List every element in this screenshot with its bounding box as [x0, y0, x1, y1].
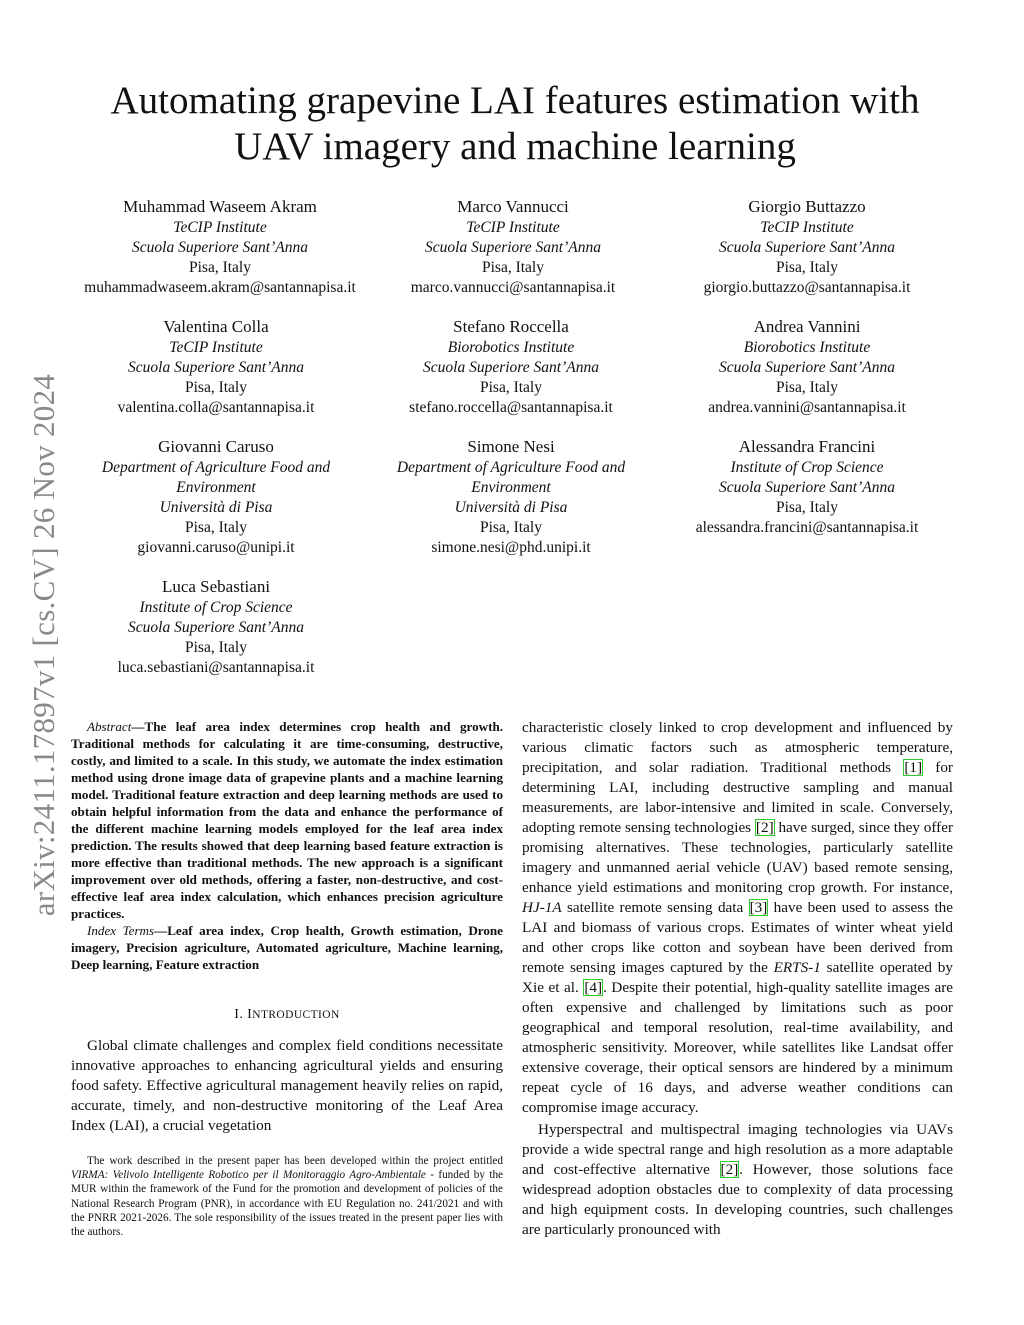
author-name: Alessandra Francini — [738, 437, 876, 456]
author-email[interactable]: valentina.colla@santannapisa.it — [117, 399, 315, 416]
text-run: . Despite their potential, high-quality satellite images are often expensive and challenged by limitations such as poor geographical and temporal resolution, real-time availability, and atmospheric sensitivity. Moreover, while satellites like Landsat offer extensive coverage, their optical sensors are hindered by a minimum repeat cycle of 16 days, and adverse weather conditions can compromise image accuracy. — [522, 979, 953, 1116]
body-paragraph: Global climate challenges and complex field conditions necessitate innovative approaches to enhancing agricultural yields and ensuring food safety. Effective agricultural management heavily relies on rapid, accurate, timely, and non-destructive monitoring of the Leaf Area Index (LAI), a crucial vegetation — [71, 1037, 503, 1134]
author-institution: Scuola Superiore Sant’Anna — [719, 239, 895, 256]
abstract-text: —The leaf area index determines crop health and growth. Traditional methods for calculating it are time-consuming, destructive, costly, and limited to a scale. In this study, we automate the index estimation method using drone image data of grapevine plants and a machine learning model. Traditional feature extraction and deep learning methods are used to obtain helpful information from the data and enhance the performance of the different machine learning models employed for the leaf area index prediction. The results showed that deep learning based feature extraction is more effective than traditional methods. The new approach is a significant improvement over old methods, offering a faster, non-destructive, and cost-effective leaf area index calculation, which enhances precision agriculture practices. — [71, 719, 503, 921]
text-run: satellite remote sensing data — [561, 899, 749, 916]
body-paragraph — [522, 1120, 953, 1240]
citation-link[interactable]: [1] — [904, 759, 923, 776]
abstract — [71, 718, 503, 973]
author-email[interactable]: muhammadwaseem.akram@santannapisa.it — [84, 279, 356, 296]
author-affiliation: Biorobotics Institute — [447, 339, 575, 356]
author-location: Pisa, Italy — [185, 519, 247, 536]
index-terms-text: —Leaf area index, Crop health, Growth estimation, Drone imagery, Precision agriculture, Automated agriculture, Machine learning, Deep learning, Feature extraction — [71, 923, 503, 972]
text-run: have surged, since they offer promising alternatives. These technologies, particularly satellite imagery and unmanned aerial vehicle (UAV) based remote sensing, enhance yield estimations and monitoring crop growth. For instance, — [522, 819, 953, 896]
citation-link[interactable]: [3] — [749, 899, 768, 916]
author-block — [361, 316, 661, 418]
author-location: Pisa, Italy — [776, 499, 838, 516]
author-name: Andrea Vannini — [753, 317, 861, 336]
footnote-text-2: - funded by the MUR within the framework of the Fund for the promotion and development of policies of the National Research Program (PNR), in accordance with EU Regulation no. 241/2021 and with the PNRR 2021-2026. The sole responsibility of the issues treated in the present paper lies with the authors. — [71, 1169, 504, 1239]
author-location: Pisa, Italy — [189, 259, 251, 276]
author-name: Simone Nesi — [467, 437, 555, 456]
author-location: Pisa, Italy — [480, 519, 542, 536]
author-affiliation: Biorobotics Institute — [743, 339, 871, 356]
author-email[interactable]: simone.nesi@phd.unipi.it — [431, 539, 591, 556]
paper-title — [70, 78, 960, 170]
body-paragraph — [522, 718, 953, 1118]
author-email[interactable]: giovanni.caruso@unipi.it — [137, 539, 295, 556]
author-affiliation: Department of Agriculture Food and — [396, 459, 626, 476]
citation-link[interactable]: [2] — [755, 819, 774, 836]
author-block — [657, 196, 957, 298]
author-block — [657, 436, 957, 538]
footnote — [71, 1154, 503, 1239]
title-line-1: Automating grapevine LAI features estimation with — [110, 79, 920, 122]
author-block — [70, 196, 370, 298]
author-email[interactable]: marco.vannucci@santannapisa.it — [410, 279, 616, 296]
author-institution: Scuola Superiore Sant’Anna — [423, 359, 599, 376]
citation-link[interactable]: [4] — [584, 979, 603, 996]
section-title-initial: I — [247, 1007, 253, 1022]
satellite-name: HJ-1A — [522, 899, 562, 916]
author-affiliation: Institute of Crop Science — [730, 459, 884, 476]
author-institution: Scuola Superiore Sant’Anna — [128, 619, 304, 636]
index-terms-label: Index Terms — [87, 923, 155, 938]
author-email[interactable]: alessandra.francini@santannapisa.it — [695, 519, 919, 536]
text-run: for determining LAI, including destructive sampling and manual measurements, are labor-intensive and limited in scale. Conversely, adopting remote sensing technologies — [522, 759, 953, 836]
text-run: characteristic closely linked to crop development and influenced by various climatic factors such as atmospheric temperature, precipitation, and solar radiation. Traditional methods — [522, 719, 953, 776]
footnote-paragraph — [71, 1154, 503, 1239]
author-block — [66, 436, 366, 558]
author-email[interactable]: luca.sebastiani@santannapisa.it — [117, 659, 315, 676]
intro-left-column — [71, 1036, 503, 1136]
section-number: I. — [234, 1007, 244, 1022]
author-location: Pisa, Italy — [776, 259, 838, 276]
text-run: have been used to assess the LAI and biomass of various crops. Estimates of winter wheat yield and other crops like cotton and soybean have been derived from remote sensing images captured by the — [522, 899, 954, 976]
author-block — [363, 196, 663, 298]
index-terms-paragraph — [71, 922, 503, 973]
author-institution: Scuola Superiore Sant’Anna — [132, 239, 308, 256]
author-location: Pisa, Italy — [776, 379, 838, 396]
citation-link[interactable]: [2] — [720, 1161, 739, 1178]
author-institution: Scuola Superiore Sant’Anna — [128, 359, 304, 376]
abstract-label: Abstract — [87, 719, 132, 734]
author-affiliation-cont: Environment — [471, 479, 551, 496]
right-column — [522, 718, 953, 1240]
author-block — [66, 576, 366, 678]
author-email[interactable]: giorgio.buttazzo@santannapisa.it — [703, 279, 911, 296]
title-line-2: UAV imagery and machine learning — [234, 125, 796, 168]
arxiv-identifier: arXiv:2411.17897v1 [cs.CV] 26 Nov 2024 — [26, 373, 61, 917]
author-affiliation: TeCIP Institute — [760, 219, 854, 236]
author-affiliation: Institute of Crop Science — [139, 599, 293, 616]
author-block — [657, 316, 957, 418]
author-name: Giovanni Caruso — [158, 437, 274, 456]
author-location: Pisa, Italy — [185, 379, 247, 396]
author-location: Pisa, Italy — [480, 379, 542, 396]
author-email[interactable]: stefano.roccella@santannapisa.it — [409, 399, 613, 416]
abstract-paragraph — [71, 718, 503, 922]
author-affiliation-cont: Environment — [176, 479, 256, 496]
arxiv-sidebar-stamp — [16, 345, 72, 945]
author-affiliation: TeCIP Institute — [466, 219, 560, 236]
author-email[interactable]: andrea.vannini@santannapisa.it — [708, 399, 906, 416]
author-name: Luca Sebastiani — [161, 577, 271, 596]
section-heading-introduction — [71, 1007, 503, 1023]
text-run: Hyperspectral and multispectral imaging technologies via UAVs provide a wide spectral range and high resolution as a more adaptable and cost-effective alternative — [522, 1121, 953, 1178]
text-run: . However, those solutions face widespread adoption obstacles due to complexity of data processing and high equipment costs. In developing countries, such challenges are particularly pronounced with — [522, 1161, 953, 1238]
text-run: satellite operated by Xie et al. — [522, 959, 953, 996]
author-block — [361, 436, 661, 558]
author-institution: Scuola Superiore Sant’Anna — [719, 359, 895, 376]
author-institution: Scuola Superiore Sant’Anna — [719, 479, 895, 496]
author-location: Pisa, Italy — [482, 259, 544, 276]
satellite-name: ERTS-1 — [773, 959, 821, 976]
author-location: Pisa, Italy — [185, 639, 247, 656]
author-affiliation: TeCIP Institute — [169, 339, 263, 356]
author-name: Valentina Colla — [163, 317, 269, 336]
author-name: Stefano Roccella — [453, 317, 569, 336]
author-name: Marco Vannucci — [457, 197, 569, 216]
author-name: Giorgio Buttazzo — [748, 197, 866, 216]
footnote-project-name: VIRMA: Velivolo Intelligente Robotico per il Monitoraggio Agro-Ambientale — [71, 1169, 426, 1182]
author-institution: Scuola Superiore Sant’Anna — [425, 239, 601, 256]
author-affiliation: Department of Agriculture Food and — [101, 459, 331, 476]
author-institution: Università di Pisa — [159, 499, 273, 516]
author-affiliation: TeCIP Institute — [173, 219, 267, 236]
section-title-rest: NTRODUCTION — [252, 1009, 340, 1021]
author-institution: Università di Pisa — [454, 499, 568, 516]
author-block — [66, 316, 366, 418]
author-name: Muhammad Waseem Akram — [123, 197, 317, 216]
footnote-text-1: The work described in the present paper has been developed within the project entitled — [87, 1155, 503, 1167]
